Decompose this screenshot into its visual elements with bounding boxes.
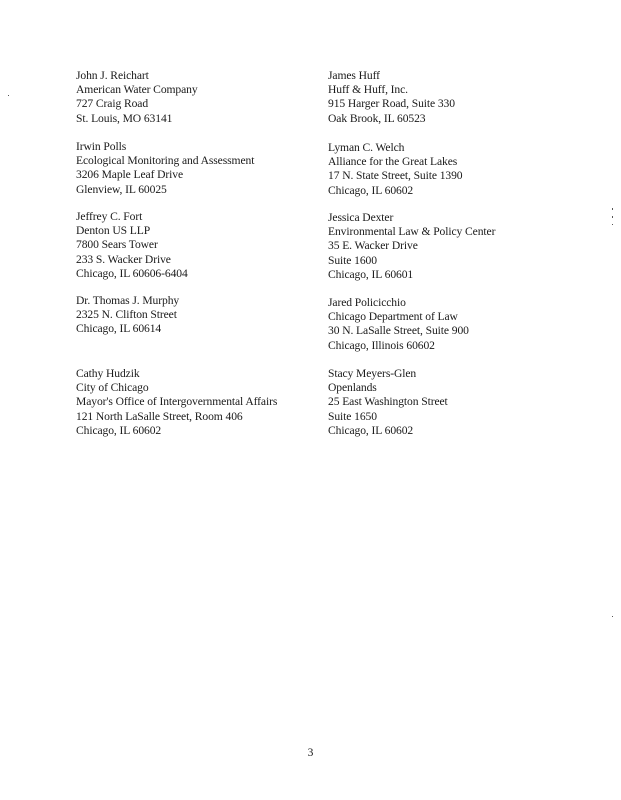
page-number: 3 xyxy=(307,747,314,759)
scan-speck xyxy=(612,224,613,225)
address-block-policicchio xyxy=(328,296,469,353)
address-city-state-zip: Chicago, IL 60602 xyxy=(328,183,414,197)
address-organization: Ecological Monitoring and Assessment xyxy=(76,154,255,168)
address-name: Lyman C. Welch xyxy=(328,141,405,154)
address-street: 30 N. LaSalle Street, Suite 900 xyxy=(328,324,469,338)
address-city-state-zip: Chicago, IL 60601 xyxy=(328,267,414,281)
address-street-2: 233 S. Wacker Drive xyxy=(76,252,171,266)
address-city-state-zip: St. Louis, MO 63141 xyxy=(76,111,173,125)
scan-speck xyxy=(612,616,613,617)
address-organization: Denton US LLP xyxy=(76,224,151,238)
address-street: 2325 N. Clifton Street xyxy=(76,308,177,322)
address-block-huff xyxy=(328,69,455,126)
address-block-polls xyxy=(76,140,254,197)
address-city-state-zip: Oak Brook, IL 60523 xyxy=(328,111,426,125)
address-organization: Alliance for the Great Lakes xyxy=(328,155,458,169)
address-suite: Suite 1650 xyxy=(328,409,377,423)
address-name: Jeffrey C. Fort xyxy=(76,210,143,223)
address-city-state-zip: Chicago, IL 60602 xyxy=(328,423,414,437)
address-city-state-zip: Chicago, Illinois 60602 xyxy=(328,338,435,352)
address-name: Jessica Dexter xyxy=(328,211,394,224)
address-block-murphy xyxy=(76,294,179,337)
scan-speck xyxy=(612,208,613,210)
address-street: 25 East Washington Street xyxy=(328,395,448,409)
address-city-state-zip: Chicago, IL 60606-6404 xyxy=(76,266,188,280)
address-organization: City of Chicago xyxy=(76,381,149,395)
address-name: John J. Reichart xyxy=(76,69,149,82)
address-city-state-zip: Chicago, IL 60614 xyxy=(76,322,162,336)
scan-speck xyxy=(8,95,9,96)
address-street: 17 N. State Street, Suite 1390 xyxy=(328,169,463,183)
address-organization: Environmental Law & Policy Center xyxy=(328,225,496,239)
address-department: Mayor's Office of Intergovernmental Affairs xyxy=(76,395,278,409)
address-name: Cathy Hudzik xyxy=(76,367,140,380)
address-name: Dr. Thomas J. Murphy xyxy=(76,294,180,307)
address-street: 3206 Maple Leaf Drive xyxy=(76,168,184,182)
address-organization: American Water Company xyxy=(76,83,198,97)
address-block-fort xyxy=(76,210,188,281)
address-suite: Suite 1600 xyxy=(328,253,377,267)
address-name: Stacy Meyers-Glen xyxy=(328,367,417,380)
address-name: James Huff xyxy=(328,69,380,82)
address-street: 7800 Sears Tower xyxy=(76,238,158,252)
address-street: 35 E. Wacker Drive xyxy=(328,239,418,253)
address-street: 915 Harger Road, Suite 330 xyxy=(328,97,455,111)
address-block-meyers-glen xyxy=(328,367,448,438)
address-block-welch xyxy=(328,141,463,198)
address-block-reichart xyxy=(76,69,198,126)
scan-speck xyxy=(612,216,613,218)
address-name: Jared Policicchio xyxy=(328,296,406,309)
address-block-hudzik xyxy=(76,367,277,438)
address-organization: Openlands xyxy=(328,381,377,395)
address-name: Irwin Polls xyxy=(76,140,127,153)
address-city-state-zip: Chicago, IL 60602 xyxy=(76,423,162,437)
address-street: 121 North LaSalle Street, Room 406 xyxy=(76,409,243,423)
address-city-state-zip: Glenview, IL 60025 xyxy=(76,182,167,196)
address-organization: Huff & Huff, Inc. xyxy=(328,83,408,97)
address-street: 727 Craig Road xyxy=(76,97,149,111)
address-organization: Chicago Department of Law xyxy=(328,310,458,324)
address-block-dexter xyxy=(328,211,495,282)
